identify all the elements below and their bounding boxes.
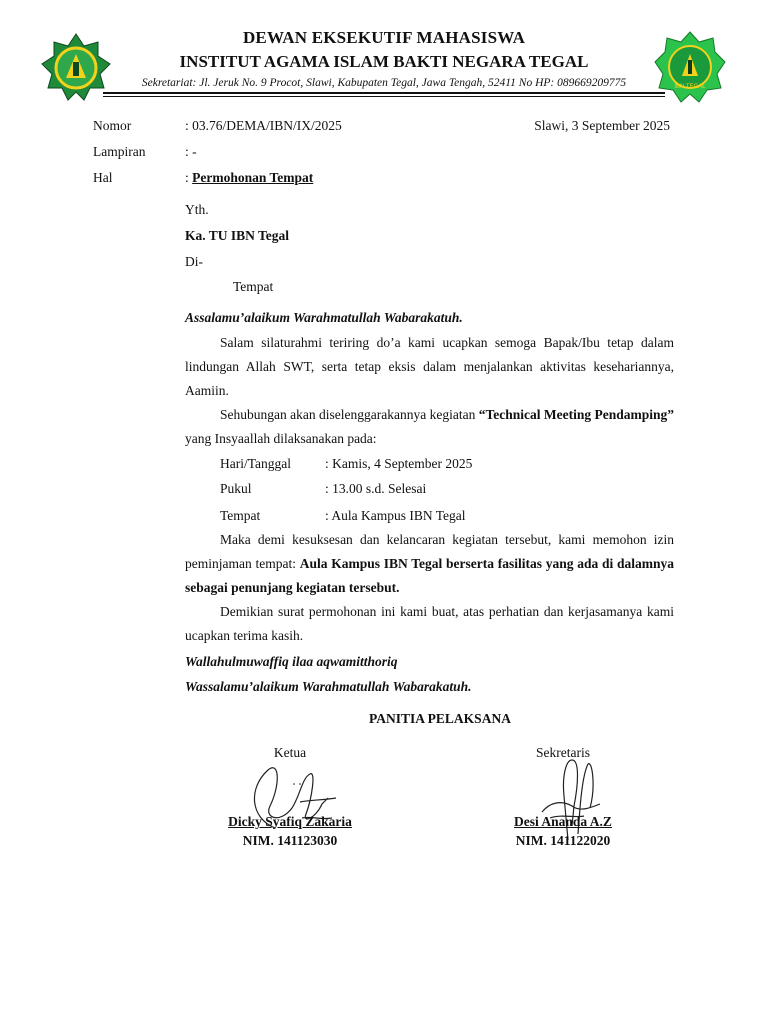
recipient-yth: Yth. bbox=[185, 202, 209, 217]
detail-label-place: Tempat bbox=[220, 508, 261, 523]
header-address: Sekretariat: Jl. Jeruk No. 9 Procot, Slawi, Kabupaten Tegal, Jawa Tengah, 52411 No HP: 089669209775 bbox=[141, 77, 627, 89]
paragraph-3 bbox=[185, 528, 674, 600]
place-date: Slawi, 3 September 2025 bbox=[534, 118, 670, 133]
recipient-tempat: Tempat bbox=[233, 279, 274, 294]
paragraph-1: Salam silaturahmi teriring do’a kami ucapkan semoga Bapak/Ibu tetap dalam lindungan Allah SWT, serta tetap eksis dalam menjalankan aktivitas kesehariannya, Aamiin. bbox=[185, 335, 674, 398]
lampiran-label: Lampiran bbox=[93, 144, 146, 159]
detail-label-time: Pukul bbox=[220, 481, 252, 496]
detail-value-date: : Kamis, 4 September 2025 bbox=[325, 456, 473, 471]
sig-right-role: Sekretaris bbox=[536, 745, 590, 760]
sig-left-nim: NIM. 141123030 bbox=[242, 833, 338, 848]
sig-right-nim: NIM. 141122020 bbox=[515, 833, 611, 848]
recipient-di: Di- bbox=[185, 254, 203, 269]
committee-title: PANITIA PELAKSANA bbox=[369, 711, 511, 726]
lampiran-value: : - bbox=[185, 144, 197, 159]
hal-value: Permohonan Tempat bbox=[192, 170, 314, 185]
paragraph-4: Demikian surat permohonan ini kami buat, atas perhatian dan kerjasamanya kami ucapkan terima kasih. bbox=[185, 604, 674, 643]
sig-left-name: Dicky Syafiq Zakaria bbox=[228, 814, 352, 829]
closing-1: Wallahulmuwaffiq ilaa aqwamitthoriq bbox=[185, 654, 398, 669]
paragraph-2 bbox=[185, 403, 674, 451]
greeting: Assalamu’alaikum Warahmatullah Wabarakatuh. bbox=[185, 310, 463, 325]
detail-value-place: : Aula Kampus IBN Tegal bbox=[325, 508, 466, 523]
nomor-value: : 03.76/DEMA/IBN/IX/2025 bbox=[185, 118, 342, 133]
closing-2: Wassalamu’alaikum Warahmatullah Wabarakatuh. bbox=[185, 679, 472, 694]
sig-right-name: Desi Ananda A.Z bbox=[514, 814, 612, 829]
paragraph-3-bold: Aula Kampus IBN Tegal berserta fasilitas yang ada di dalamnya sebagai penunjang kegiatan tersebut. bbox=[185, 556, 675, 595]
paragraph-2-b: yang Insyaallah dilaksanakan pada: bbox=[185, 431, 377, 446]
header-rule-thin bbox=[103, 96, 665, 97]
recipient-name: Ka. TU IBN Tegal bbox=[185, 228, 290, 243]
event-name: “Technical Meeting Pendamping” bbox=[478, 407, 675, 422]
detail-value-time: : 13.00 s.d. Selesai bbox=[325, 481, 427, 496]
header-line-1: DEWAN EKSEKUTIF MAHASISWA bbox=[242, 28, 526, 47]
hal-row bbox=[185, 169, 313, 187]
sig-left-role: Ketua bbox=[273, 745, 307, 760]
hal-label: Hal bbox=[93, 170, 113, 185]
header-rule-thick bbox=[103, 92, 665, 94]
detail-label-date: Hari/Tanggal bbox=[220, 456, 292, 471]
paragraph-2-a: Sehubungan akan diselenggarakannya kegiatan bbox=[220, 407, 479, 422]
logo-text: IBN TEGAL bbox=[674, 84, 706, 90]
paragraph-3-a: Maka demi kesuksesan dan kelancaran kegiatan tersebut, kami memohon izin peminjaman tempat: bbox=[185, 532, 674, 571]
hal-colon: : bbox=[185, 170, 193, 185]
header-line-2: INSTITUT AGAMA ISLAM BAKTI NEGARA TEGAL bbox=[179, 52, 589, 71]
nomor-label: Nomor bbox=[93, 118, 132, 133]
